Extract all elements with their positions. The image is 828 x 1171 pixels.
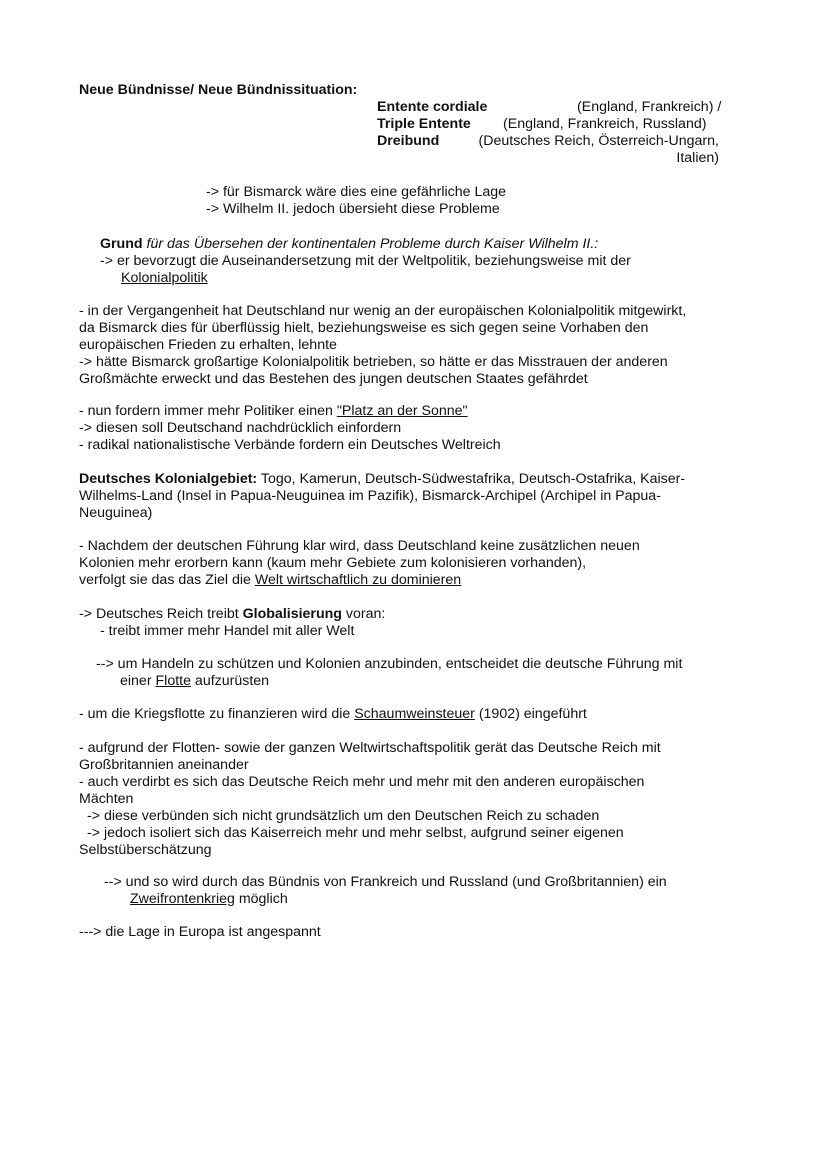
paragraph-line: Kolonien mehr erorbern kann (kaum mehr Gebiete zum kolonisieren vorhanden), <box>79 555 587 571</box>
paragraph-line: Wilhelms-Land (Insel in Papua-Neuguinea im Pazifik), Bismarck-Archipel (Archipel in Papua- <box>79 488 661 504</box>
bismarck-notes <box>206 184 506 218</box>
paragraph-line: Selbstüberschätzung <box>79 842 212 858</box>
flotte-link: Flotte <box>155 673 191 689</box>
alliance-members: (England, Frankreich) / <box>577 99 722 115</box>
paragraph-line: --> und so wird durch das Bündnis von Frankreich und Russland (und Großbritannien) ein <box>104 874 667 890</box>
zweifront-section <box>104 874 784 908</box>
paragraph-line: Neuguinea) <box>79 505 153 521</box>
alliance-triple-entente <box>377 116 719 133</box>
paragraph-line: -> diesen soll Deutschand nachdrücklich einfordern <box>79 420 402 436</box>
paragraph-line: da Bismarck dies für überflüssig hielt, beziehungsweise es sich gegen seine Vorhaben den <box>79 320 649 336</box>
paragraph-text: verfolgt sie das das Ziel die <box>79 572 255 588</box>
aufgrund-section <box>79 740 759 859</box>
kolonialpolitik-link: Kolonialpolitik <box>121 270 208 286</box>
paragraph-line: - in der Vergangenheit hat Deutschland nur wenig an der europäischen Kolonialpolitik mitgewirkt, <box>79 303 687 319</box>
grund-section <box>100 236 780 287</box>
paragraph-line: --> um Handeln zu schützen und Kolonien anzubinden, entscheidet die deutsche Führung mit <box>96 656 683 672</box>
paragraph-line: - aufgrund der Flotten- sowie der ganzen Weltwirtschaftspolitik gerät das Deutsche Reich mit <box>79 740 661 756</box>
platz-an-der-sonne-link: "Platz an der Sonne" <box>336 403 468 419</box>
grund-label: Grund <box>100 236 143 252</box>
paragraph-text: - nun fordern immer mehr Politiker einen <box>79 403 337 419</box>
welt-dominieren-link: Welt wirtschaftlich zu dominieren <box>254 572 462 588</box>
page-title: Neue Bündnisse/ Neue Bündnissituation: <box>79 82 358 98</box>
grund-text: für das Übersehen der kontinentalen Probleme durch Kaiser Wilhelm II.: <box>142 236 599 252</box>
paragraph-line: - Nachdem der deutschen Führung klar wird, dass Deutschland keine zusätzlichen neuen <box>79 538 640 554</box>
paragraph-text: - um die Kriegsflotte zu finanzieren wird die <box>79 706 355 722</box>
flotte-section <box>96 656 776 690</box>
kolonialgebiet-label: Deutsches Kolonialgebiet: <box>79 471 258 487</box>
sonne-section <box>79 403 759 454</box>
alliance-entente-cordiale <box>377 99 722 116</box>
note-line: -> Wilhelm II. jedoch übersieht diese Probleme <box>206 201 500 217</box>
steuer-section <box>79 706 759 723</box>
paragraph-text: (1902) eingeführt <box>474 706 587 722</box>
schaumweinsteuer-link: Schaumweinsteuer <box>354 706 475 722</box>
alliance-members: (Deutsches Reich, Österreich-Ungarn, Italien) <box>478 133 719 166</box>
zweifrontenkrieg-link: Zweifrontenkrieg <box>130 891 235 907</box>
paragraph-line: -> diese verbünden sich nicht grundsätzlich um den Deutschen Reich zu schaden <box>87 808 600 824</box>
paragraph-text: Togo, Kamerun, Deutsch-Südwestafrika, Deutsch-Ostafrika, Kaiser- <box>257 471 686 487</box>
alliance-members: (England, Frankreich, Russland) <box>503 116 707 132</box>
note-line: -> für Bismarck wäre dies eine gefährliche Lage <box>206 184 507 200</box>
paragraph-line: - radikal nationalistische Verbände fordern ein Deutsches Weltreich <box>79 437 501 453</box>
ziel-section <box>79 538 759 589</box>
alliance-name: Dreibund <box>377 133 440 149</box>
globalisierung-section <box>79 606 759 640</box>
paragraph-line: -> jedoch isoliert sich das Kaiserreich mehr und mehr selbst, aufgrund seiner eigenen <box>87 825 624 841</box>
grund-line: -> er bevorzugt die Auseinandersetzung mit der Weltpolitik, beziehungsweise mit der <box>100 253 631 269</box>
alliance-name: Triple Entente <box>377 116 471 132</box>
paragraph-line: - auch verdirbt es sich das Deutsche Reich mehr und mehr mit den anderen europäischen <box>79 774 645 790</box>
vergangenheit-section <box>79 303 759 388</box>
paragraph-line: Mächten <box>79 791 134 807</box>
kolonialgebiet-section <box>79 471 759 522</box>
paragraph-text: einer <box>120 673 156 689</box>
alliance-dreibund <box>377 133 719 167</box>
paragraph-text: -> Deutsches Reich treibt <box>79 606 243 622</box>
globalisierung-term: Globalisierung <box>242 606 342 622</box>
paragraph-text: aufzurüsten <box>190 673 270 689</box>
paragraph-line: Großbritannien aneinander <box>79 757 249 773</box>
fazit: ---> die Lage in Europa ist angespannt <box>79 924 321 940</box>
paragraph-text: möglich <box>234 891 288 907</box>
paragraph-line: -> hätte Bismarck großartige Kolonialpolitik betrieben, so hätte er das Misstrauen der anderen <box>79 354 668 370</box>
paragraph-text: voran: <box>341 606 386 622</box>
paragraph-line: Großmächte erweckt und das Bestehen des jungen deutschen Staates gefährdet <box>79 371 588 387</box>
paragraph-line: - treibt immer mehr Handel mit aller Welt <box>100 623 355 639</box>
alliance-name: Entente cordiale <box>377 99 488 115</box>
paragraph-line: europäischen Frieden zu erhalten, lehnte <box>79 337 337 353</box>
